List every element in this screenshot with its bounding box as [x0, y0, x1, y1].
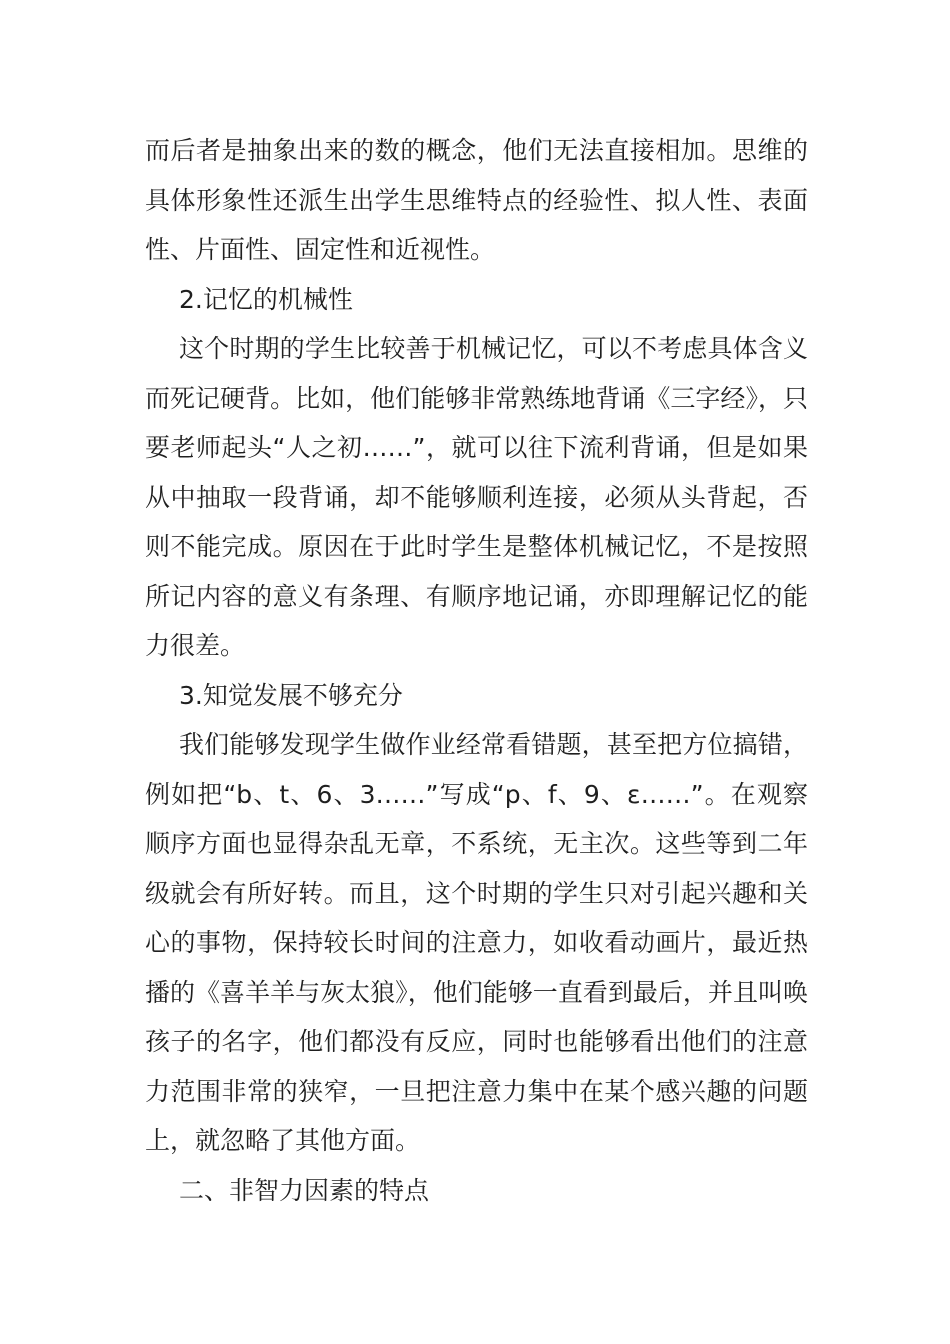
paragraph-mechanical-memory: 这个时期的学生比较善于机械记忆，可以不考虑具体含义而死记硬背。比如，他们能够非常熟练地背诵《三字经》，只要老师起头“人之初……”，就可以往下流利背诵，但是如果从中抽取一段背诵，却不能够顺利连接，必须从头背起，否则不能完成。原因在于此时学生是整体机械记忆，不是按照所记内容的意义有条理、有顺序地记诵，亦即理解记忆的能力很差。 — [145, 334, 808, 660]
heading-perception: 3.知觉发展不够充分 — [179, 680, 403, 710]
document-body — [145, 126, 808, 1215]
heading-non-intellectual-factors: 二、非智力因素的特点 — [179, 1175, 430, 1205]
paragraph-thinking-continued: 而后者是抽象出来的数的概念，他们无法直接相加。思维的具体形象性还派生出学生思维特点的经验性、拟人性、表面性、片面性、固定性和近视性。 — [145, 136, 808, 264]
heading-mechanical-memory: 2.记忆的机械性 — [179, 284, 353, 314]
paragraph-perception: 我们能够发现学生做作业经常看错题，甚至把方位搞错，例如把“b、t、6、3……”写成“p、f、9、ε……”。在观察顺序方面也显得杂乱无章，不系统，无主次。这些等到二年级就会有所好转。而且，这个时期的学生只对引起兴趣和关心的事物，保持较长时间的注意力，如收看动画片，最近热播的《喜羊羊与灰太狼》，他们能够一直看到最后，并且叫唤孩子的名字，他们都没有反应，同时也能够看出他们的注意力范围非常的狭窄，一旦把注意力集中在某个感兴趣的问题上，就忽略了其他方面。 — [145, 730, 808, 1155]
